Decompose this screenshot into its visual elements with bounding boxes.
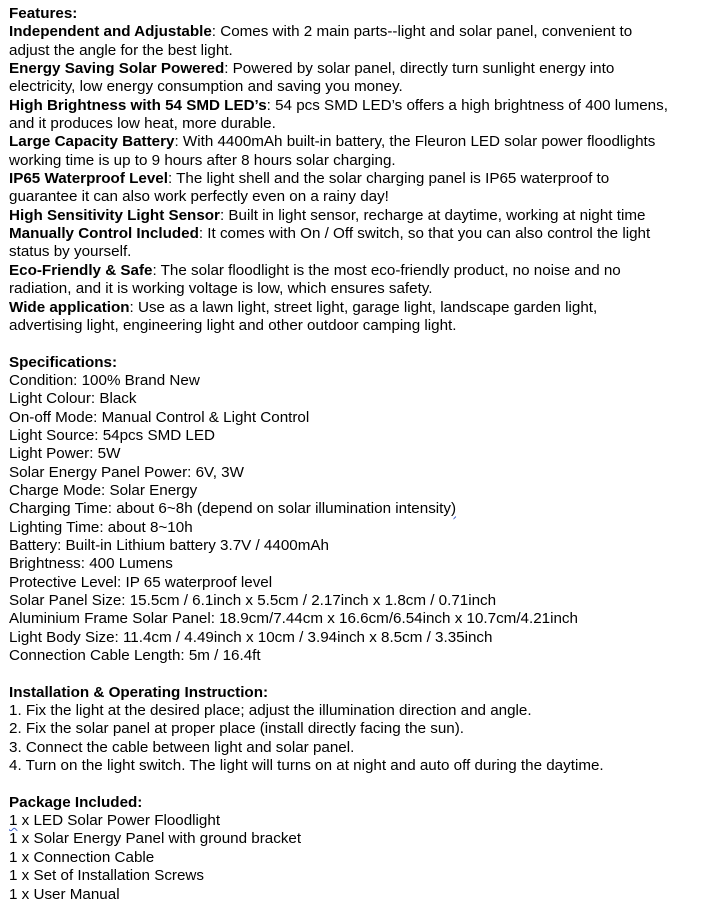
spec-text: Charging Time: about 6~8h (depend on solar illumination intensity	[9, 500, 451, 518]
feature-title: IP65 Waterproof Level	[9, 170, 168, 188]
spec-row: Protective Level: IP 65 waterproof level	[9, 573, 273, 591]
spec-row: Condition: 100% Brand New	[9, 371, 200, 389]
feature-title: Independent and Adjustable	[9, 23, 212, 41]
spec-row: Lighting Time: about 8~10h	[9, 518, 193, 536]
spec-row: Light Power: 5W	[9, 445, 121, 463]
feature-text: electricity, low energy consumption and saving you money.	[9, 78, 403, 96]
specifications-heading: Specifications:	[9, 353, 118, 371]
spec-row: Light Source: 54pcs SMD LED	[9, 426, 215, 444]
spec-row: Charge Mode: Solar Energy	[9, 481, 198, 499]
package-item: 1 x User Manual	[9, 885, 120, 903]
features-heading: Features:	[9, 5, 78, 22]
feature-title: High Brightness with 54 SMD LED’s	[9, 96, 267, 114]
installation-step: 4. Turn on the light switch. The light will turns on at night and auto off during the daytime.	[9, 757, 604, 775]
spec-row: Brightness: 400 Lumens	[9, 555, 173, 573]
feature-text: : Built in light sensor, recharge at daytime, working at night time	[219, 206, 646, 224]
feature-title: Wide application	[9, 298, 130, 316]
feature-title: Eco-Friendly & Safe	[9, 261, 153, 279]
installation-step: 1. Fix the light at the desired place; adjust the illumination direction and angle.	[9, 702, 532, 720]
spec-row: Aluminium Frame Solar Panel: 18.9cm/7.44cm x 16.6cm/6.54inch x 10.7cm/4.21inch	[9, 610, 578, 628]
feature-text: status by yourself.	[9, 243, 132, 261]
feature-text: advertising light, engineering light and other outdoor camping light.	[9, 316, 457, 334]
feature-text: : It comes with On / Off switch, so that you can also control the light	[198, 225, 651, 243]
section-spacer	[9, 665, 707, 683]
feature-text: : Comes with 2 main parts--light and solar panel, convenient to	[211, 23, 633, 41]
spec-row: Battery: Built-in Lithium battery 3.7V / 4400mAh	[9, 536, 329, 554]
feature-text: : 54 pcs SMD LED’s offers a high brightness of 400 lumens,	[266, 96, 668, 114]
feature-item	[9, 60, 707, 97]
feature-item	[9, 262, 707, 299]
feature-text: : Use as a lawn light, street light, garage light, landscape garden light,	[129, 298, 598, 316]
feature-text: working time is up to 9 hours after 8 hours solar charging.	[9, 151, 396, 169]
feature-title: High Sensitivity Light Sensor	[9, 206, 220, 224]
spec-row: On-off Mode: Manual Control & Light Control	[9, 408, 310, 426]
feature-item	[9, 133, 707, 170]
spec-row: Connection Cable Length: 5m / 16.4ft	[9, 647, 261, 665]
feature-text: : The light shell and the solar charging panel is IP65 waterproof to	[167, 170, 610, 188]
spelling-marked-paren: )	[450, 500, 457, 518]
package-item: 1 x Solar Energy Panel with ground bracket	[9, 830, 302, 848]
installation-step: 2. Fix the solar panel at proper place (install directly facing the sun).	[9, 720, 465, 738]
feature-item	[9, 23, 707, 60]
feature-text: : Powered by solar panel, directly turn sunlight energy into	[224, 60, 615, 78]
feature-text: radiation, and it is working voltage is low, which ensures safety.	[9, 280, 433, 298]
feature-text: : With 4400mAh built-in battery, the Fleuron LED solar power floodlights	[174, 133, 656, 151]
feature-text: : The solar floodlight is the most eco-friendly product, no noise and no	[152, 261, 621, 279]
spec-row: Light Body Size: 11.4cm / 4.49inch x 10cm / 3.94inch x 8.5cm / 3.35inch	[9, 628, 493, 646]
section-spacer	[9, 335, 707, 353]
section-spacer	[9, 775, 707, 793]
spec-row: Solar Energy Panel Power: 6V, 3W	[9, 463, 244, 481]
feature-title: Large Capacity Battery	[9, 133, 175, 151]
feature-text: and it produces low heat, more durable.	[9, 115, 276, 133]
feature-text: adjust the angle for the best light.	[9, 41, 233, 59]
feature-item	[9, 225, 707, 262]
feature-item	[9, 170, 707, 207]
feature-item	[9, 299, 707, 336]
feature-title: Manually Control Included	[9, 225, 199, 243]
installation-heading: Installation & Operating Instruction:	[9, 683, 269, 701]
spec-row	[9, 500, 707, 518]
spelling-marked-quantity: 1	[9, 812, 18, 830]
feature-item	[9, 207, 707, 225]
package-item-text: x LED Solar Power Floodlight	[17, 812, 221, 830]
package-item: 1 x Connection Cable	[9, 848, 155, 866]
package-item	[9, 812, 707, 830]
installation-step: 3. Connect the cable between light and solar panel.	[9, 738, 355, 756]
spec-row: Light Colour: Black	[9, 390, 137, 408]
feature-title: Energy Saving Solar Powered	[9, 60, 225, 78]
feature-text: guarantee it can also work perfectly even on a rainy day!	[9, 188, 389, 206]
spec-row: Solar Panel Size: 15.5cm / 6.1inch x 5.5cm / 2.17inch x 1.8cm / 0.71inch	[9, 592, 497, 609]
package-heading: Package Included:	[9, 793, 143, 811]
package-item: 1 x Set of Installation Screws	[9, 867, 204, 885]
feature-item	[9, 97, 707, 134]
